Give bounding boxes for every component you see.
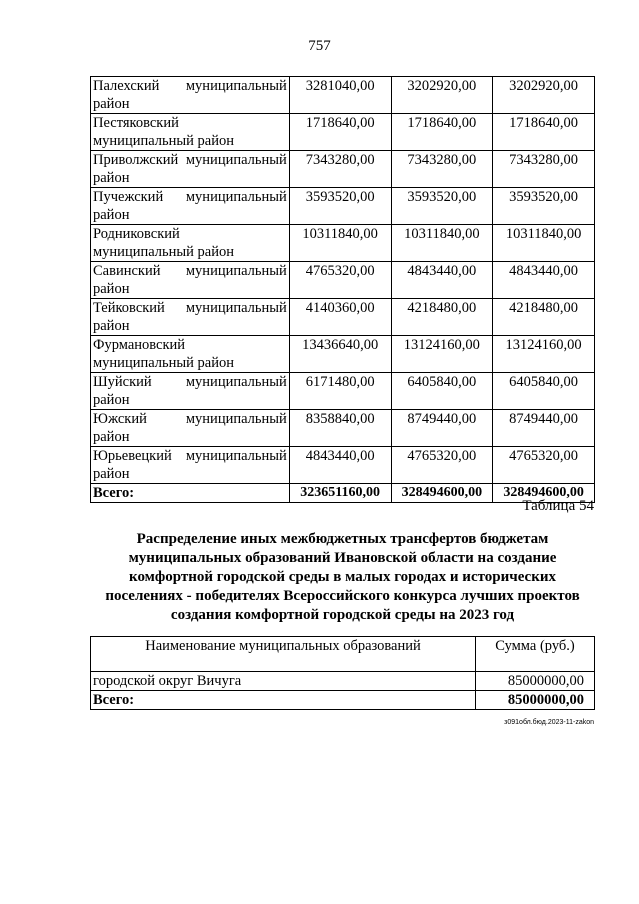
total-value-v1: 323651160,00 <box>289 484 391 503</box>
row-value-v3: 7343280,00 <box>493 151 595 188</box>
row-name-line: район <box>93 318 130 334</box>
transfer-table <box>90 636 595 710</box>
row-name-line: район <box>93 466 130 482</box>
row-value-v2: 1718640,00 <box>391 114 493 151</box>
table-row <box>91 410 595 447</box>
row-name-line: район <box>93 207 130 223</box>
row-name-line: Южский муниципальный <box>93 411 287 427</box>
row-name <box>91 262 290 299</box>
row-name <box>91 410 290 447</box>
row-name-line: Шуйский муниципальный <box>93 374 287 390</box>
row-value-v1: 4140360,00 <box>289 299 391 336</box>
row-name-line: район <box>93 281 130 297</box>
row-name-line: муниципальный район <box>93 133 234 149</box>
table-row <box>91 299 595 336</box>
row-value-v1: 1718640,00 <box>289 114 391 151</box>
footer-code: з091обл.бюд.2023-11-zakon <box>504 719 594 726</box>
row-value-v1: 3281040,00 <box>289 77 391 114</box>
total-value-v2: 328494600,00 <box>391 484 493 503</box>
row-value-v3: 8749440,00 <box>493 410 595 447</box>
row-value-v2: 6405840,00 <box>391 373 493 410</box>
heading-line: Распределение иных межбюджетных трансфертов бюджетам <box>136 531 549 547</box>
row-value-v3: 10311840,00 <box>493 225 595 262</box>
table-row <box>91 262 595 299</box>
row-value-v2: 4843440,00 <box>391 262 493 299</box>
row-value-v1: 4765320,00 <box>289 262 391 299</box>
row-value-v1: 3593520,00 <box>289 188 391 225</box>
row-name-line: Фурмановский <box>93 337 186 353</box>
row-value-v2: 3202920,00 <box>391 77 493 114</box>
row-amount: 85000000,00 <box>476 672 595 691</box>
total-row <box>91 484 595 503</box>
row-value-v3: 3202920,00 <box>493 77 595 114</box>
row-value-v2: 4765320,00 <box>391 447 493 484</box>
row-value-v1: 7343280,00 <box>289 151 391 188</box>
total-label: Всего: <box>91 484 290 503</box>
heading-line: поселениях - победителях Всероссийского конкурса лучших проектов <box>105 588 580 604</box>
allocation-table <box>90 76 595 503</box>
row-name <box>91 447 290 484</box>
row-value-v3: 3593520,00 <box>493 188 595 225</box>
table-label: Таблица 54 <box>522 498 594 514</box>
table-row <box>91 225 595 262</box>
row-value-v2: 13124160,00 <box>391 336 493 373</box>
row-value-v1: 8358840,00 <box>289 410 391 447</box>
row-value-v3: 13124160,00 <box>493 336 595 373</box>
table-row <box>91 151 595 188</box>
table-row <box>91 672 595 691</box>
row-name: городской округ Вичуга <box>91 672 476 691</box>
row-name-line: район <box>93 429 130 445</box>
table-row <box>91 188 595 225</box>
heading-line: муниципальных образований Ивановской области на создание <box>128 550 557 566</box>
header-cell-amount: Сумма (руб.) <box>476 637 595 672</box>
total-label: Всего: <box>91 691 476 710</box>
row-value-v3: 4843440,00 <box>493 262 595 299</box>
row-name <box>91 188 290 225</box>
row-name-line: муниципальный район <box>93 355 234 371</box>
row-value-v2: 7343280,00 <box>391 151 493 188</box>
row-value-v2: 4218480,00 <box>391 299 493 336</box>
row-value-v3: 6405840,00 <box>493 373 595 410</box>
row-name-line: район <box>93 392 130 408</box>
row-name <box>91 114 290 151</box>
row-name <box>91 336 290 373</box>
total-amount: 85000000,00 <box>476 691 595 710</box>
row-name <box>91 373 290 410</box>
row-name-line: Пучежский муниципальный <box>93 189 287 205</box>
row-value-v1: 6171480,00 <box>289 373 391 410</box>
row-value-v3: 4765320,00 <box>493 447 595 484</box>
row-value-v2: 8749440,00 <box>391 410 493 447</box>
row-value-v2: 10311840,00 <box>391 225 493 262</box>
row-value-v3: 4218480,00 <box>493 299 595 336</box>
table-row <box>91 114 595 151</box>
row-name-line: Пестяковский <box>93 115 179 131</box>
row-name <box>91 299 290 336</box>
row-value-v2: 3593520,00 <box>391 188 493 225</box>
table-heading <box>90 530 595 625</box>
table-row <box>91 336 595 373</box>
row-value-v1: 4843440,00 <box>289 447 391 484</box>
row-value-v1: 13436640,00 <box>289 336 391 373</box>
row-name-line: район <box>93 96 130 112</box>
row-name-line: район <box>93 170 130 186</box>
table-row <box>91 77 595 114</box>
row-name <box>91 151 290 188</box>
table-header-row <box>91 637 595 672</box>
row-name-line: муниципальный район <box>93 244 234 260</box>
row-name-line: Савинский муниципальный <box>93 263 287 279</box>
row-value-v3: 1718640,00 <box>493 114 595 151</box>
heading-line: комфортной городской среды в малых городах и исторических <box>129 569 556 585</box>
row-name <box>91 77 290 114</box>
header-cell-name: Наименование муниципальных образований <box>91 637 476 672</box>
row-name <box>91 225 290 262</box>
total-value-v3: 328494600,00 <box>493 484 595 503</box>
row-name-line: Родниковский <box>93 226 180 242</box>
table-row <box>91 447 595 484</box>
total-row <box>91 691 595 710</box>
page-number: 757 <box>308 38 331 54</box>
heading-line: создания комфортной городской среды на 2023 год <box>170 607 515 623</box>
row-name-line: Палехский муниципальный <box>93 78 287 94</box>
row-name-line: Юрьевецкий муниципальный <box>93 448 287 464</box>
row-name-line: Тейковский муниципальный <box>93 300 287 316</box>
row-value-v1: 10311840,00 <box>289 225 391 262</box>
table-row <box>91 373 595 410</box>
row-name-line: Приволжский муниципальный <box>93 152 287 168</box>
